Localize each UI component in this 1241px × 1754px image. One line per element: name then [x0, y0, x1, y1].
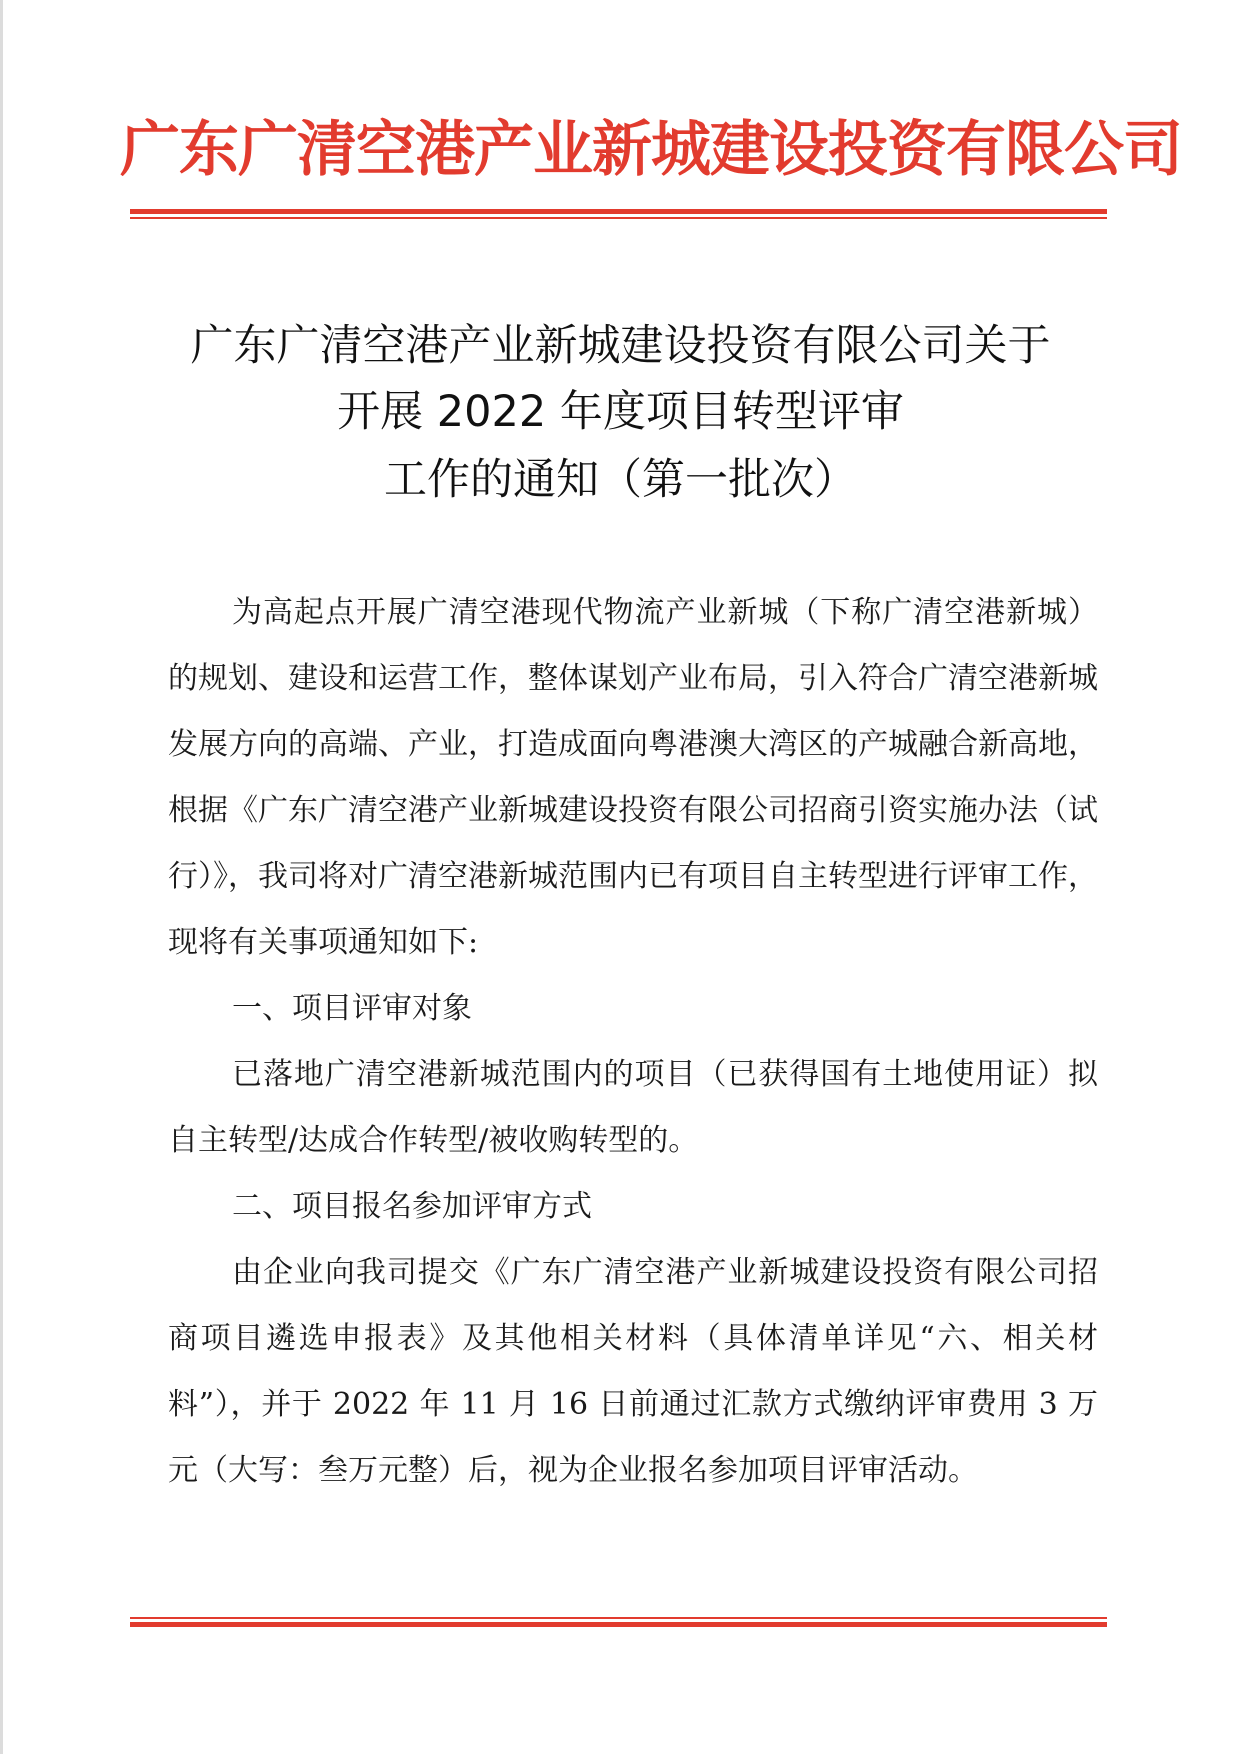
letterhead-rule-thick — [130, 209, 1107, 214]
section-2-heading: 二、项目报名参加评审方式 — [232, 1189, 592, 1224]
notice-title-line-2: 开展 2022 年度项目转型评审 — [337, 387, 904, 437]
section-1-paragraph: 已落地广清空港新城范围内的项目（已获得国有土地使用证）拟自主转型/达成合作转型/被收购转型的。 — [168, 1057, 1098, 1158]
notice-title-line-3: 工作的通知（第一批次） — [384, 455, 857, 505]
section-1-heading: 一、项目评审对象 — [232, 991, 472, 1026]
section-2-paragraph: 由企业向我司提交《广东广清空港产业新城建设投资有限公司招商项目遴选申报表》及其他相关材料（具体清单详见“六、相关材料”），并于 2022 年 11 月 16 日前通过汇款方式缴纳评审费用 3 万元（大写：叁万元整）后，视为企业报名参加项目评审活动。 — [168, 1255, 1098, 1488]
notice-body — [168, 580, 1098, 1504]
letterhead-rule-thin — [130, 217, 1107, 219]
notice-title-line-1: 广东广清空港产业新城建设投资有限公司关于 — [190, 321, 1051, 371]
footer-rule-thick — [130, 1622, 1107, 1627]
letterhead-company-name: 广东广清空港产业新城建设投资有限公司 — [120, 115, 1182, 185]
intro-paragraph: 为高起点开展广清空港现代物流产业新城（下称广清空港新城）的规划、建设和运营工作，整体谋划产业布局，引入符合广清空港新城发展方向的高端、产业，打造成面向粤港澳大湾区的产城融合新高地，根据《广东广清空港产业新城建设投资有限公司招商引资实施办法（试行）》，我司将对广清空港新城范围内已有项目自主转型进行评审工作，现将有关事项通知如下: — [168, 595, 1098, 960]
footer-rule-thin — [130, 1617, 1107, 1619]
scan-edge — [0, 0, 3, 1754]
